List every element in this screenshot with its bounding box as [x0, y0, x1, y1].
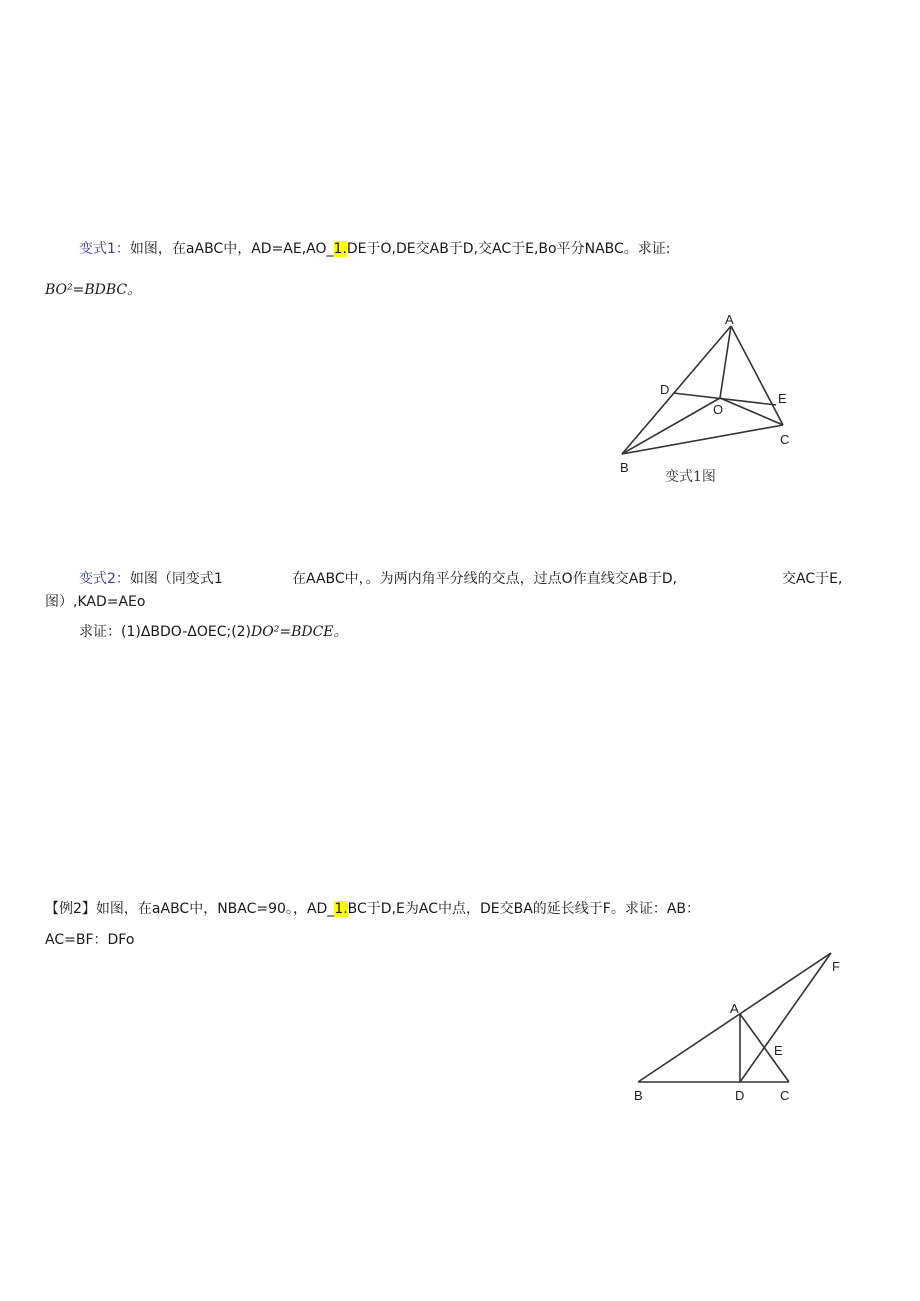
figure1-caption: 变式1图 [665, 469, 716, 485]
figure2-label-f: F [832, 959, 840, 974]
variant1-label: 变式1： [79, 241, 130, 257]
example2-figure [620, 945, 850, 1110]
example2-statement [45, 899, 700, 919]
variant1-statement [79, 239, 671, 259]
figure1-label-a: A [725, 312, 734, 327]
example2-label: 【例2】 [45, 901, 96, 917]
figure1-label-o: O [713, 402, 724, 417]
figure1-label-e: E [778, 391, 787, 406]
variant2-proof-b: DO²=BDCE。 [251, 624, 348, 640]
figure2-label-b: B [634, 1088, 643, 1103]
example2-text-a: 如图，在aABC中，NBAC=90。，AD_ [95, 901, 335, 917]
segment-de [673, 393, 776, 405]
figure2-label-e: E [774, 1043, 783, 1058]
variant2-proof-a: 求证：(1)ΔBDO-ΔOEC;(2) [79, 624, 252, 640]
variant2-line1 [79, 569, 223, 589]
variant2-line2: 图）,KAD=AEo [45, 594, 146, 610]
edge-ab [622, 326, 731, 454]
figure2-label-d: D [735, 1088, 745, 1103]
variant2-text-c: 交AC于E, [782, 571, 843, 587]
line-bf [638, 953, 831, 1082]
figure2-label-c: C [780, 1088, 790, 1103]
variant2-label: 变式2： [79, 571, 130, 587]
figure1-label-d: D [660, 382, 670, 397]
edge-ac [731, 326, 783, 425]
variant1-text-a: 如图，在aABC中，AD=AE,AO_ [129, 241, 334, 257]
figure2-label-a: A [730, 1001, 739, 1016]
segment-df [740, 953, 831, 1082]
example2-line2: AC=BF：DFo [45, 932, 135, 948]
figure1-label-b: B [620, 460, 629, 475]
variant2-proof [79, 622, 348, 642]
variant1-text-b: DE于O,DE交AB于D,交AC于E,Bo平分NABC。求证: [346, 241, 671, 257]
variant1-figure [600, 305, 790, 495]
example2-text-b: BC于D,E为AC中点，DE交BA的延长线于F。求证：AB： [347, 901, 701, 917]
variant1-highlight: 1. [333, 241, 347, 257]
example2-highlight: 1. [334, 901, 348, 917]
variant2-text-b: 在AABC中，。为两内角平分线的交点，过点O作直线交AB于D, [292, 571, 678, 587]
variant1-formula: BO²=BDBC。 [45, 282, 142, 298]
figure1-label-c: C [780, 432, 790, 447]
variant2-text-a: 如图（同变式1 [129, 571, 223, 587]
